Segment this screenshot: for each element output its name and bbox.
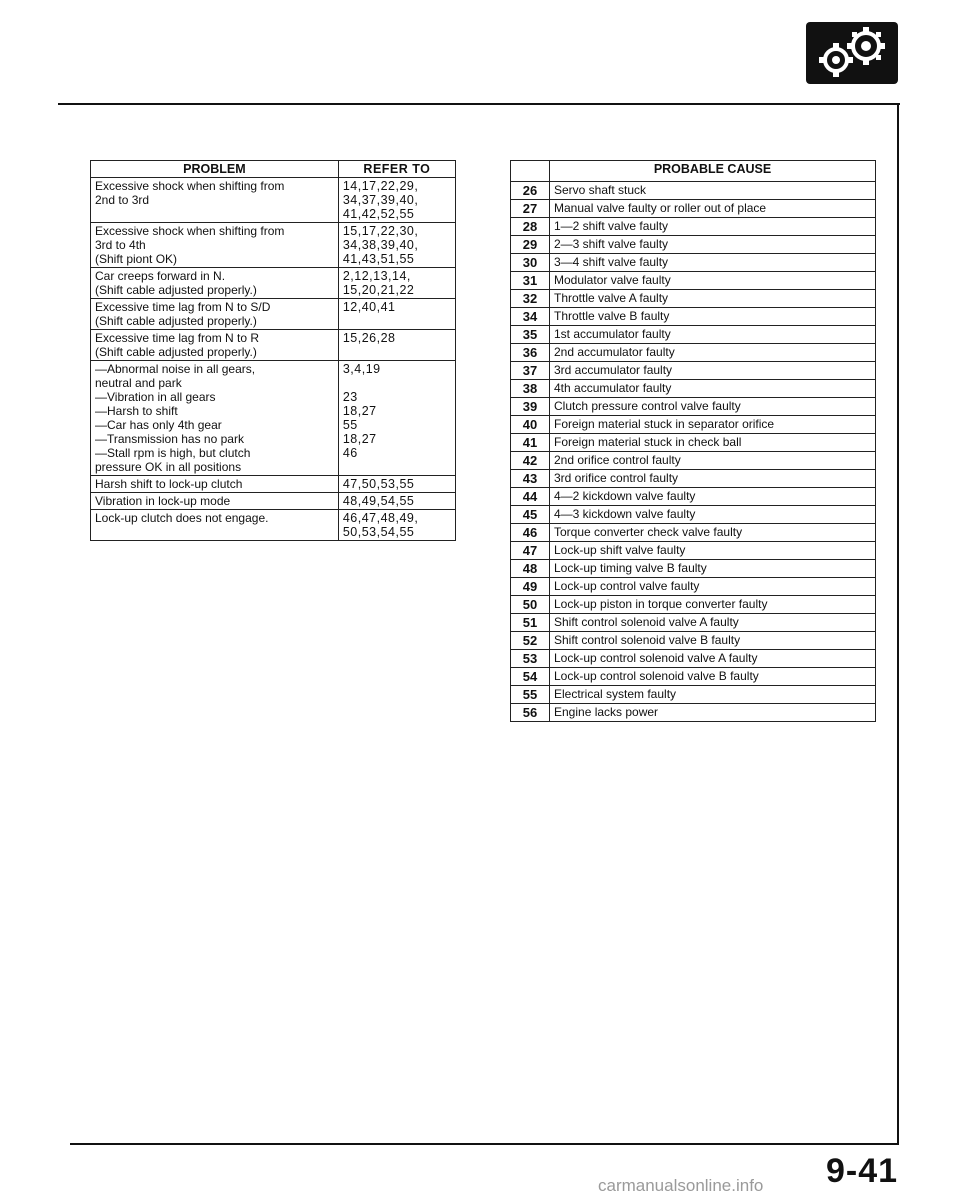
cause-number: 47 xyxy=(511,542,550,560)
refer-line: 48,49,54,55 xyxy=(342,494,415,508)
cause-number: 44 xyxy=(511,488,550,506)
refer-line: 55 xyxy=(342,418,358,432)
refer-line: 23 xyxy=(342,390,358,404)
cause-text: 2—3 shift valve faulty xyxy=(550,236,876,254)
cause-text: Torque converter check valve faulty xyxy=(550,524,876,542)
cause-number: 26 xyxy=(511,182,550,200)
cause-row xyxy=(511,704,876,722)
problem-cell xyxy=(91,476,339,493)
problem-row xyxy=(91,330,456,361)
refer-cell xyxy=(338,223,455,268)
problem-line: (Shift cable adjusted properly.) xyxy=(95,283,257,297)
cause-number: 40 xyxy=(511,416,550,434)
cause-text: Lock-up control valve faulty xyxy=(550,578,876,596)
page-number: 9-41 xyxy=(826,1152,899,1190)
refer-line: 15,17,22,30, xyxy=(342,224,419,238)
problem-line: (Shift cable adjusted properly.) xyxy=(95,345,257,359)
cause-number: 31 xyxy=(511,272,550,290)
refer-cell xyxy=(338,178,455,223)
cause-text: Engine lacks power xyxy=(550,704,876,722)
problem-line: Excessive time lag from N to S/D xyxy=(95,300,271,314)
problem-line: (Shift piont OK) xyxy=(95,252,178,266)
cause-number: 53 xyxy=(511,650,550,668)
cause-text: 1st accumulator faulty xyxy=(550,326,876,344)
problem-row xyxy=(91,361,456,476)
problem-line: —Stall rpm is high, but clutch xyxy=(95,446,251,460)
cause-number: 38 xyxy=(511,380,550,398)
problem-cell xyxy=(91,223,339,268)
refer-cell xyxy=(338,268,455,299)
cause-row xyxy=(511,218,876,236)
cause-row xyxy=(511,416,876,434)
cause-text: Clutch pressure control valve faulty xyxy=(550,398,876,416)
refer-line: 14,17,22,29, xyxy=(342,179,419,193)
problem-line: —Car has only 4th gear xyxy=(95,418,222,432)
cause-row xyxy=(511,542,876,560)
cause-row xyxy=(511,524,876,542)
cause-number: 43 xyxy=(511,470,550,488)
refer-cell xyxy=(338,510,455,541)
refer-line: 15,26,28 xyxy=(342,331,396,345)
transmission-gear-icon xyxy=(806,22,898,84)
probable-cause-header: PROBABLE CAUSE xyxy=(550,161,876,182)
problem-line: —Transmission has no park xyxy=(95,432,244,446)
refer-line: 34,38,39,40, xyxy=(342,238,419,252)
problem-line: —Harsh to shift xyxy=(95,404,178,418)
cause-text: Lock-up control solenoid valve A faulty xyxy=(550,650,876,668)
cause-text: 3rd accumulator faulty xyxy=(550,362,876,380)
refer-line: 41,42,52,55 xyxy=(342,207,415,221)
top-rule xyxy=(58,103,900,105)
cause-row xyxy=(511,614,876,632)
cause-row xyxy=(511,560,876,578)
cause-table xyxy=(510,160,876,722)
problem-line: Harsh shift to lock-up clutch xyxy=(95,477,243,491)
cause-text: Lock-up timing valve B faulty xyxy=(550,560,876,578)
cause-number: 46 xyxy=(511,524,550,542)
refer-line: 15,20,21,22 xyxy=(342,283,415,297)
problem-row xyxy=(91,299,456,330)
cause-row xyxy=(511,686,876,704)
cause-text: Lock-up shift valve faulty xyxy=(550,542,876,560)
cause-text: 3rd orifice control faulty xyxy=(550,470,876,488)
cause-text: Electrical system faulty xyxy=(550,686,876,704)
refer-line: 41,43,51,55 xyxy=(342,252,415,266)
cause-text: Shift control solenoid valve A faulty xyxy=(550,614,876,632)
cause-text: 4th accumulator faulty xyxy=(550,380,876,398)
cause-row xyxy=(511,650,876,668)
refer-cell xyxy=(338,361,455,476)
cause-text: Shift control solenoid valve B faulty xyxy=(550,632,876,650)
problem-cell xyxy=(91,493,339,510)
cause-row xyxy=(511,578,876,596)
cause-number: 28 xyxy=(511,218,550,236)
problem-row xyxy=(91,178,456,223)
refer-line: 50,53,54,55 xyxy=(342,525,415,539)
cause-row xyxy=(511,308,876,326)
cause-row xyxy=(511,596,876,614)
cause-number: 48 xyxy=(511,560,550,578)
cause-number: 56 xyxy=(511,704,550,722)
cause-number: 36 xyxy=(511,344,550,362)
cause-row xyxy=(511,254,876,272)
cause-text: Throttle valve A faulty xyxy=(550,290,876,308)
cause-number: 34 xyxy=(511,308,550,326)
problem-line: —Vibration in all gears xyxy=(95,390,216,404)
cause-text: Foreign material stuck in separator orifice xyxy=(550,416,876,434)
problem-table xyxy=(90,160,456,541)
problem-line: 3rd to 4th xyxy=(95,238,146,252)
cause-number: 37 xyxy=(511,362,550,380)
cause-text: 2nd accumulator faulty xyxy=(550,344,876,362)
cause-number: 35 xyxy=(511,326,550,344)
refer-line: 18,27 xyxy=(342,432,377,446)
cause-number: 51 xyxy=(511,614,550,632)
cause-number: 49 xyxy=(511,578,550,596)
problem-column-header: PROBLEM xyxy=(91,161,339,178)
problem-line: neutral and park xyxy=(95,376,182,390)
problem-line: —Abnormal noise in all gears, xyxy=(95,362,256,376)
cause-text: 1—2 shift valve faulty xyxy=(550,218,876,236)
problem-cell xyxy=(91,299,339,330)
cause-row xyxy=(511,668,876,686)
cause-text: Throttle valve B faulty xyxy=(550,308,876,326)
problem-cell xyxy=(91,330,339,361)
problem-line: (Shift cable adjusted properly.) xyxy=(95,314,257,328)
refer-line: 2,12,13,14, xyxy=(342,269,411,283)
cause-number: 39 xyxy=(511,398,550,416)
refer-cell xyxy=(338,493,455,510)
problem-table-header xyxy=(91,161,456,178)
cause-number: 32 xyxy=(511,290,550,308)
problem-row xyxy=(91,476,456,493)
bottom-rule xyxy=(70,1143,899,1145)
refer-line: 34,37,39,40, xyxy=(342,193,419,207)
refer-line: 46,47,48,49, xyxy=(342,511,419,525)
problem-cell xyxy=(91,178,339,223)
cause-row xyxy=(511,398,876,416)
cause-number: 30 xyxy=(511,254,550,272)
cause-row xyxy=(511,362,876,380)
problem-cell xyxy=(91,510,339,541)
cause-number: 45 xyxy=(511,506,550,524)
problem-row xyxy=(91,268,456,299)
cause-number: 41 xyxy=(511,434,550,452)
cause-row xyxy=(511,434,876,452)
cause-text: Lock-up piston in torque converter faulty xyxy=(550,596,876,614)
cause-row xyxy=(511,290,876,308)
cause-text: Modulator valve faulty xyxy=(550,272,876,290)
cause-number: 52 xyxy=(511,632,550,650)
refer-line: 3,4,19 xyxy=(342,362,381,376)
problem-row xyxy=(91,510,456,541)
refer-cell xyxy=(338,330,455,361)
refer-line xyxy=(343,376,451,390)
problem-row xyxy=(91,223,456,268)
problem-cell xyxy=(91,361,339,476)
cause-row xyxy=(511,488,876,506)
cause-number: 27 xyxy=(511,200,550,218)
refer-line: 47,50,53,55 xyxy=(342,477,415,491)
refer-column-header: REFER TO xyxy=(338,161,455,178)
problem-line: Excessive shock when shifting from xyxy=(95,224,285,238)
cause-row xyxy=(511,632,876,650)
cause-text: 4—2 kickdown valve faulty xyxy=(550,488,876,506)
cause-row xyxy=(511,200,876,218)
cause-number: 55 xyxy=(511,686,550,704)
cause-row xyxy=(511,236,876,254)
cause-number: 50 xyxy=(511,596,550,614)
cause-row xyxy=(511,272,876,290)
cause-text: 4—3 kickdown valve faulty xyxy=(550,506,876,524)
cause-row xyxy=(511,470,876,488)
problem-line: 2nd to 3rd xyxy=(95,193,150,207)
refer-line: 46 xyxy=(342,446,358,460)
cause-number: 29 xyxy=(511,236,550,254)
cause-text: Lock-up control solenoid valve B faulty xyxy=(550,668,876,686)
cause-text: Foreign material stuck in check ball xyxy=(550,434,876,452)
problem-line: Lock-up clutch does not engage. xyxy=(95,511,269,525)
problem-cell xyxy=(91,268,339,299)
refer-cell xyxy=(338,476,455,493)
cause-number: 54 xyxy=(511,668,550,686)
problem-line: Excessive shock when shifting from xyxy=(95,179,285,193)
problem-line: Excessive time lag from N to R xyxy=(95,331,260,345)
cause-number-header xyxy=(511,161,550,182)
cause-row xyxy=(511,326,876,344)
cause-table-header xyxy=(511,161,876,182)
problem-line: pressure OK in all positions xyxy=(95,460,242,474)
cause-number: 42 xyxy=(511,452,550,470)
cause-row xyxy=(511,344,876,362)
cause-text: 2nd orifice control faulty xyxy=(550,452,876,470)
cause-row xyxy=(511,506,876,524)
cause-text: 3—4 shift valve faulty xyxy=(550,254,876,272)
cause-row xyxy=(511,452,876,470)
cause-row xyxy=(511,182,876,200)
problem-line: Vibration in lock-up mode xyxy=(95,494,231,508)
watermark: carmanualsonline.info xyxy=(598,1176,764,1195)
cause-text: Manual valve faulty or roller out of place xyxy=(550,200,876,218)
refer-line: 18,27 xyxy=(342,404,377,418)
refer-line: 12,40,41 xyxy=(342,300,396,314)
problem-line: Car creeps forward in N. xyxy=(95,269,226,283)
right-rule xyxy=(897,103,899,1145)
cause-text: Servo shaft stuck xyxy=(550,182,876,200)
cause-row xyxy=(511,380,876,398)
refer-cell xyxy=(338,299,455,330)
problem-row xyxy=(91,493,456,510)
